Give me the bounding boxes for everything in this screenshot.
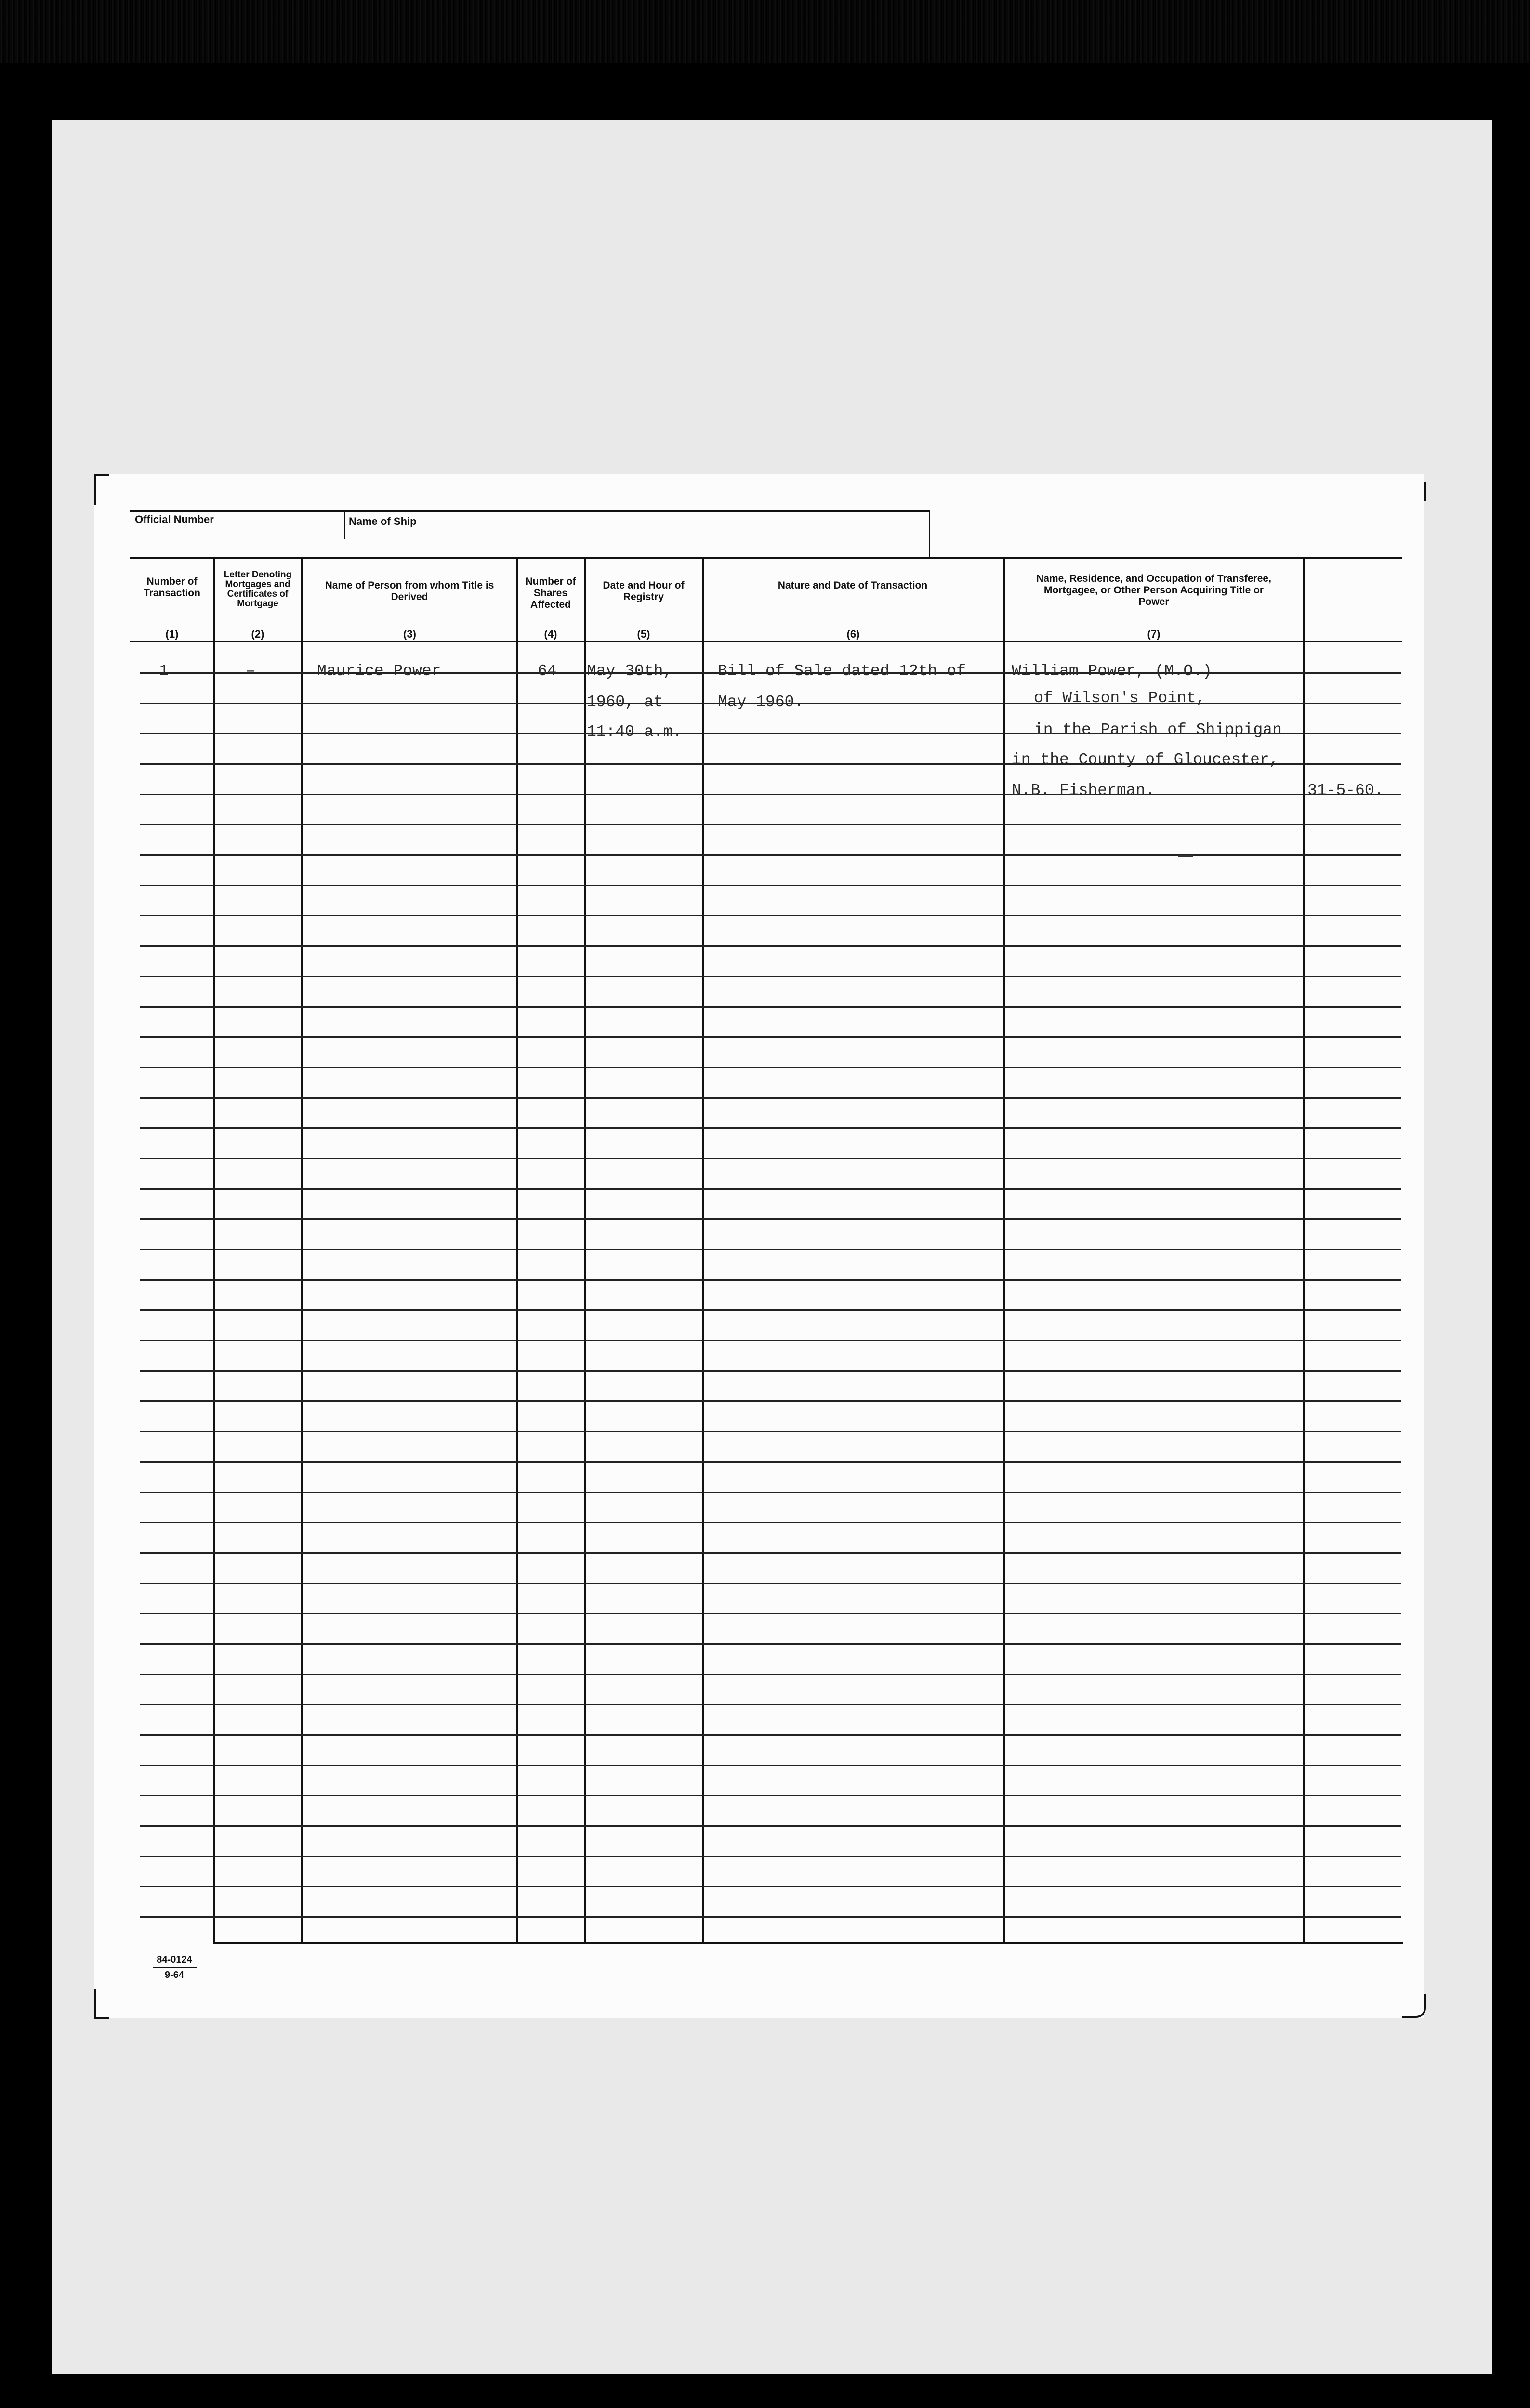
column-header-from-person: Name of Person from whom Title is Derived — [325, 580, 494, 602]
column-rule-6 — [1003, 557, 1005, 1944]
form-number-rule — [153, 1967, 197, 1968]
ruled-line — [140, 1158, 1401, 1159]
column-rule-3 — [516, 557, 518, 1944]
ruled-line — [140, 1522, 1401, 1523]
header-divider — [344, 510, 345, 539]
ruled-line — [140, 1279, 1401, 1281]
ruled-line — [140, 885, 1401, 886]
entry-margin-date: 31-5-60. — [1307, 782, 1384, 799]
ruled-line — [140, 1765, 1401, 1766]
entry-nature-line: May 1960. — [718, 693, 804, 711]
ruled-line — [140, 1127, 1401, 1129]
entry-mortgage-letter: – — [246, 662, 255, 680]
ruled-line — [140, 1643, 1401, 1645]
ruled-line — [140, 1400, 1401, 1402]
film-edge — [0, 0, 1530, 63]
column-rule-5 — [702, 557, 704, 1944]
entry-acquirer-line: of Wilson's Point, — [1034, 689, 1206, 707]
ruled-line — [140, 976, 1401, 977]
official-number-label: Official Number — [135, 513, 214, 525]
header-right-rule — [929, 510, 930, 559]
column-header-nature: Nature and Date of Transaction — [778, 580, 928, 591]
column-rule-7 — [1303, 557, 1305, 1944]
entry-transaction-number: 1 — [159, 662, 169, 680]
name-of-ship-label: Name of Ship — [349, 515, 417, 527]
ruled-line — [140, 1825, 1401, 1827]
entry-registry-line: 1960, at — [587, 693, 663, 711]
column-header-acquirer: Name, Residence, and Occupation of Transferee, Mortgagee, or Other Person Acquiring Title or Power — [1036, 573, 1271, 607]
ruled-line — [140, 1431, 1401, 1432]
column-header-registry: Date and Hour of Registry — [603, 580, 685, 602]
ruled-line — [140, 1856, 1401, 1857]
column-header-bottom-rule — [130, 641, 1402, 642]
corner-mark-bottom-left — [94, 1989, 109, 2019]
ruled-line — [140, 1461, 1401, 1463]
ruled-line — [140, 1067, 1401, 1068]
ruled-line — [140, 945, 1401, 947]
entry-shares: 64 — [538, 662, 557, 680]
ruled-line — [140, 1734, 1401, 1736]
column-header-top-rule — [130, 557, 1402, 559]
ruled-line — [140, 1492, 1401, 1493]
corner-mark-top-left — [94, 474, 109, 505]
column-number-3: (3) — [403, 628, 416, 640]
entry-from-person: Maurice Power — [317, 662, 441, 680]
ruled-line — [140, 1097, 1401, 1099]
column-rule-4 — [584, 557, 586, 1944]
ruled-line — [140, 915, 1401, 916]
ruled-line — [140, 1552, 1401, 1554]
ruled-line — [140, 1613, 1401, 1614]
ruled-line — [140, 1583, 1401, 1584]
entry-acquirer-line: in the Parish of Shippigan — [1034, 721, 1282, 739]
column-header-shares: Number of Shares Affected — [525, 576, 576, 610]
ruled-line — [140, 1006, 1401, 1008]
ruled-line — [140, 1340, 1401, 1341]
form-date: 9-64 — [164, 1970, 185, 1980]
ruled-line — [140, 1886, 1401, 1887]
column-number-1: (1) — [165, 628, 179, 640]
ruled-line — [140, 794, 1401, 795]
ruled-line — [140, 854, 1401, 856]
column-number-6: (6) — [846, 628, 860, 640]
entry-acquirer-line: N.B. Fisherman. — [1012, 782, 1155, 799]
form-code: 84-0124 — [157, 1954, 192, 1965]
ruled-line — [140, 1249, 1401, 1250]
entry-acquirer-line: William Power, (M.O.) — [1012, 662, 1212, 680]
ruled-line — [140, 1188, 1401, 1190]
ruled-line — [140, 1036, 1401, 1038]
ruled-line — [140, 1916, 1401, 1918]
ruled-line — [140, 1704, 1401, 1705]
column-header-mortgage-letter: Letter Denoting Mortgages and Certificates of Mortgage — [224, 570, 292, 609]
ruled-line — [140, 1218, 1401, 1220]
entry-nature-line: Bill of Sale dated 12th of — [718, 662, 966, 680]
column-number-4: (4) — [544, 628, 557, 640]
corner-mark-bottom-right — [1402, 1994, 1426, 2018]
column-number-5: (5) — [637, 628, 650, 640]
column-rule-1 — [213, 557, 215, 1944]
ruled-line — [140, 1370, 1401, 1372]
column-number-2: (2) — [251, 628, 264, 640]
table-bottom-rule — [213, 1942, 1403, 1944]
column-number-7: (7) — [1147, 628, 1161, 640]
corner-mark-top-right — [1411, 482, 1426, 501]
entry-acquirer-line: in the County of Gloucester, — [1012, 751, 1279, 769]
ruled-line — [140, 824, 1401, 825]
ruled-line — [140, 1674, 1401, 1675]
column-rule-2 — [301, 557, 303, 1944]
entry-registry-line: 11:40 a.m. — [587, 723, 683, 741]
ruled-line — [140, 1795, 1401, 1796]
short-dash-mark — [1178, 855, 1193, 857]
entry-registry-line: May 30th, — [587, 662, 673, 680]
ruled-line — [140, 1309, 1401, 1311]
header-top-rule — [130, 510, 930, 512]
column-header-transaction: Number of Transaction — [144, 576, 200, 599]
